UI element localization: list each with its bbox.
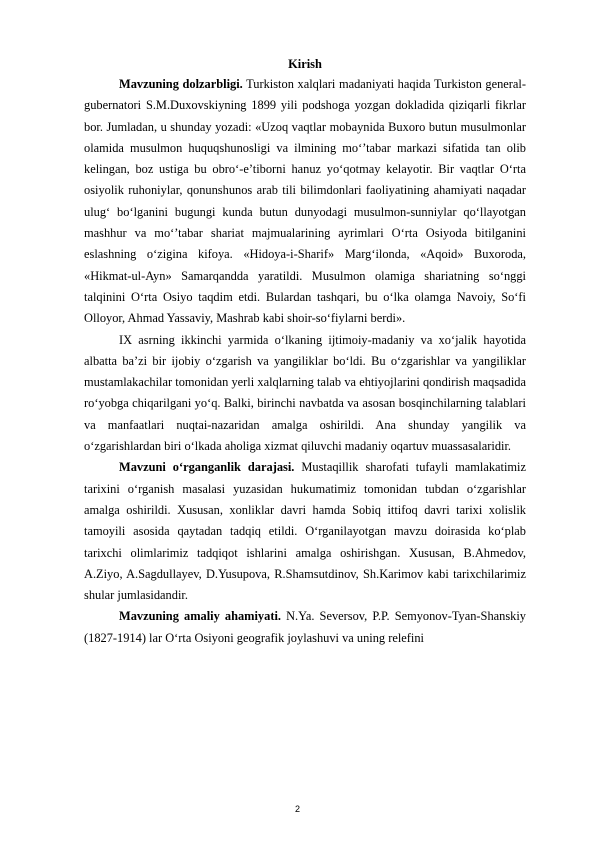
paragraph-text: IX asrning ikkinchi yarmida o‘lkaning ijtimoiy-madaniy va xo‘jalik hayotida albatta ba’zi bir ijobiy o‘zgarish va yangiliklar bo‘ldi. Bu o‘zgarishlar va yangiliklar mustamlakachilar tomonidan yerli xalqlarning talab va ehtiyojlarini qondirish maqsadida ro‘yobga chiqarilgani yo‘q. Balki, birinchi navbatda va asosan bosqinchilarning talablari va manfaatlari nuqtai-nazaridan amalga oshirildi. Ana shunday yangilik va o‘zgarishlardan biri o‘lkada aholiga xizmat qiluvchi madaniy oqartuv muassasalaridir. <box>84 332 526 454</box>
section-heading-practical-importance: Mavzuning amaliy ahamiyati. <box>119 609 281 624</box>
section-heading-relevance: Mavzuning dolzarbligi. <box>119 77 243 91</box>
paragraph-text: Mustaqillik sharofati tufayli mamlakatimiz tarixini o‘rganish masalasi yuzasidan hukumatimiz tomonidan tubdan o‘zgarishlar amalga oshirildi. Xususan, xonliklar davri hamda Sobiq ittifoq davri tarixi xolislik tamoyili asosida qaytadan tadqiq etildi. O‘rganilayotgan mavzu doirasida ko‘plab tarixchi olimlarimiz tadqiqot ishlarini amalga oshirishgan. Xususan, B.Ahmedov, A.Ziyo, A.Sagdullayev, D.Yusupova, R.Shamsutdinov, Sh.Karimov kabi tarixchilarimiz shular jumlasidandir. <box>84 460 526 603</box>
paragraph-text: Turkiston xalqlari madaniyati haqida Turkiston general-gubernatori S.M.Duxovskiyning 1899 yili podshoga yozgan dokladida qiziqarli fikrlar bor. Jumladan, u shunday yozadi: «Uzoq vaqtlar mobaynida Buxoro butun musulmonlar olamida musulmon huquqshunosligi va ilmining mo‘’tabar markazi sifatida tan olib kelingan, boz ustiga bu obro‘-e’tiborni hanuz yo‘qotmay kelayotir. Bir vaqtlar O‘rta osiyolik ruhoniylar, qonunshunos arab tili bilimdonlari faoliyatining ahamiyati naqadar ulug‘ bo‘lganini bugungi kunda butun dunyodagi musulmon-sunniylar qo‘llayotgan mashhur va mo‘’tabar shariat majmualarining ayrimlari O‘rta Osiyoda bitilganini eslashning o‘zigina kifoya. «Hidoya-i-Sharif» Marg‘ilonda, «Aqoid» Buxoroda, «Hikmat-ul-Ayn» Samarqandda yaratildi. Musulmon olamiga shariatning so‘nggi talqinini O‘rta Osiyo taqdim etdi. Bulardan tashqari, bu o‘lka olamga Navoiy, So‘fi Olloyor, Ahmad Yassaviy, Mashrab kabi shoir-so‘fiylarni berdi». <box>84 77 526 326</box>
paragraph-practical-importance <box>84 606 526 649</box>
document-page <box>84 54 526 649</box>
paragraph-study-level <box>84 457 526 606</box>
paragraph-ix-century <box>84 330 526 458</box>
paragraph-relevance <box>84 74 526 330</box>
page-number: 2 <box>294 804 300 814</box>
paragraph-text: N.Ya. Seversov, P.P. Semyonov-Tyan-Shanskiy (1827-1914) lar O‘rta Osiyoni geografik joylashuvi va uning relefini <box>84 609 526 645</box>
section-heading-study-level: Mavzuni o‘rganganlik darajasi. <box>119 460 295 475</box>
page-title: Kirish <box>288 57 322 71</box>
